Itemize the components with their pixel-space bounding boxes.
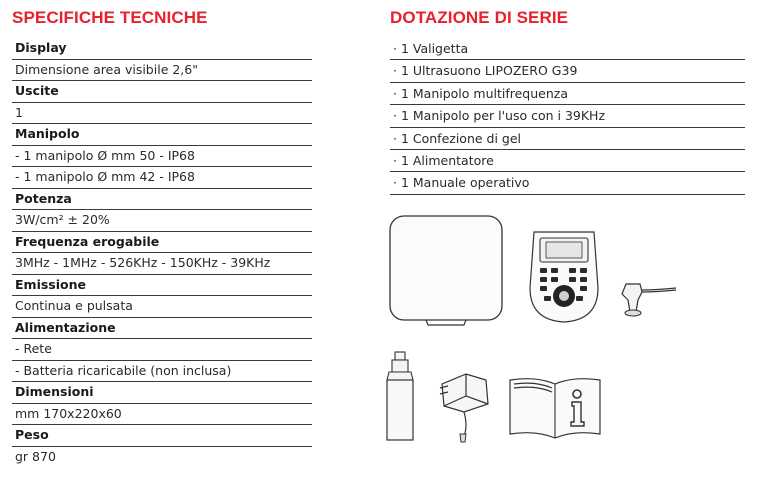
kit-heading: DOTAZIONE DI SERIE	[390, 8, 569, 27]
spec-value: - Rete	[12, 339, 312, 361]
kit-item: · 1 Manipolo per l'uso con i 39KHz	[390, 105, 745, 127]
spec-label: Peso	[12, 425, 312, 447]
kit-item: · 1 Manipolo multifrequenza	[390, 83, 745, 105]
spec-value: gr 870	[15, 448, 56, 464]
specs-table	[12, 38, 312, 468]
kit-item: · 1 Alimentatore	[390, 150, 745, 172]
spec-label: Potenza	[12, 189, 312, 211]
spec-label: Dimensioni	[12, 382, 312, 404]
gel-bottle-icon	[378, 350, 422, 448]
spec-label: Display	[12, 38, 312, 60]
kit-item: · 1 Ultrasuono LIPOZERO G39	[390, 60, 745, 82]
spec-label: Manipolo	[12, 124, 312, 146]
spec-value: 1	[12, 103, 312, 125]
spec-value: Continua e pulsata	[12, 296, 312, 318]
handpiece-icon	[616, 278, 678, 324]
spec-value: 3MHz - 1MHz - 526KHz - 150KHz - 39KHz	[12, 253, 312, 275]
spec-value: 3W/cm² ± 20%	[12, 210, 312, 232]
spec-value: mm 170x220x60	[12, 404, 312, 426]
kit-list	[390, 38, 745, 195]
spec-label: Emissione	[12, 275, 312, 297]
spec-label: Frequenza erogabile	[12, 232, 312, 254]
case-icon	[388, 214, 504, 332]
spec-label: Alimentazione	[12, 318, 312, 340]
kit-item: · 1 Manuale operativo	[390, 172, 745, 194]
specs-heading: SPECIFICHE TECNICHE	[12, 8, 208, 27]
spec-value: - Batteria ricaricabile (non inclusa)	[12, 361, 312, 383]
kit-item: · 1 Confezione di gel	[390, 128, 745, 150]
spec-value: - 1 manipolo Ø mm 50 - IP68	[12, 146, 312, 168]
manual-book-icon	[506, 376, 604, 446]
spec-label: Uscite	[12, 81, 312, 103]
spec-value: - 1 manipolo Ø mm 42 - IP68	[12, 167, 312, 189]
ultrasound-device-icon	[526, 228, 602, 330]
spec-value: Dimensione area visibile 2,6"	[12, 60, 312, 82]
kit-item: · 1 Valigetta	[390, 38, 745, 60]
power-adapter-icon	[436, 370, 494, 448]
